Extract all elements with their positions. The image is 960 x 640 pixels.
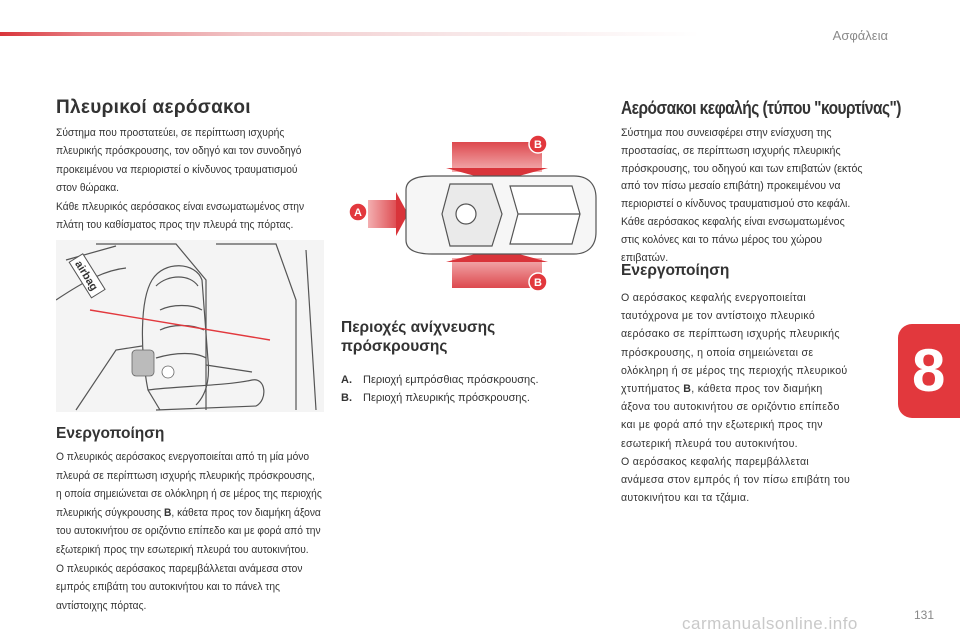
text-line: επιβατών. — [621, 251, 669, 264]
text-line: Σύστημα που συνεισφέρει στην ενίσχυση της — [621, 127, 832, 139]
text-line: πρόσκρουσης, του οδηγού και των επιβατών (εκτός — [621, 162, 863, 175]
text-line: πλευρά σε περίπτωση ισχυρής πλευρικής πρόσκρουσης, — [56, 469, 315, 482]
header-bar — [0, 30, 960, 38]
text-line: πλευρικής σύγκρουσης B, κάθετα προς τον διαμήκη άξονα — [56, 506, 321, 519]
activation-paragraph-right — [621, 289, 893, 507]
text-line: πλευρικής πρόσκρουσης, τον οδηγό και τον συνοδηγό — [56, 145, 302, 158]
svg-text:B: B — [534, 139, 542, 151]
side-airbags-paragraph — [56, 124, 326, 234]
curtain-airbags-paragraph — [621, 125, 893, 267]
impact-zone-text: Περιοχή πλευρικής πρόσκρουσης. — [363, 391, 530, 404]
text-line: αυτοκινήτου και τα τζάμια. — [621, 492, 750, 505]
text-line: αερόσακο σε περίπτωση ισχυρής πλευρικής — [621, 328, 840, 341]
impact-zone-item — [341, 372, 601, 390]
impact-zone-key: A. — [341, 374, 352, 386]
side-airbags-text — [56, 124, 326, 234]
marker-a — [349, 203, 367, 221]
text-line: Ο πλευρικός αερόσακος ενεργοποιείται από τη μία μόνο — [56, 451, 310, 463]
text-line: Ο πλευρικός αερόσακος παρεμβάλλεται ανάμεσα στον — [56, 562, 303, 575]
page-number: 131 — [914, 608, 935, 622]
text-line: στον θώρακα. — [56, 182, 120, 195]
text-line: ανάμεσα στον εμπρός ή τον πίσω επιβάτη του — [621, 474, 851, 487]
impact-zones-heading — [341, 318, 601, 356]
seat-airbag-illustration — [56, 240, 324, 412]
frontal-impact-arrow — [368, 192, 408, 236]
text-line: εξωτερική προς την εσωτερική πλευρά του αυτοκινήτου. — [56, 543, 309, 556]
text-line: από τον πίσω μεσαίο επιβάτη) προκειμένου να — [621, 180, 841, 193]
svg-text:B: B — [534, 277, 542, 289]
activation-text-left — [56, 448, 326, 615]
impact-zone-key: B. — [341, 391, 352, 404]
impact-zone-item — [341, 390, 601, 408]
impact-zones-list — [341, 372, 601, 407]
impact-zones-diagram — [342, 128, 612, 304]
text-line: χτυπήματος B, κάθετα προς τον διαμήκη — [621, 383, 823, 396]
activation-paragraph-left — [56, 448, 326, 615]
car-top-view — [406, 176, 596, 254]
text-line: πρόσκρουσης, η οποία σημειώνεται σε — [621, 346, 814, 359]
curtain-airbags-heading: Αερόσακοι κεφαλής (τύπου "κουρτίνας") — [621, 98, 901, 118]
impact-zone-text: Περιοχή εμπρόσθιας πρόσκρουσης. — [363, 374, 539, 386]
section-title: Ασφάλεια — [832, 28, 888, 43]
impact-zones-heading-line2: πρόσκρουσης — [341, 338, 448, 355]
text-line: στις κολόνες και το πάνω μέρος του χώρου — [621, 233, 823, 246]
watermark: carmanualsonline.info — [682, 614, 858, 633]
text-line: πλάτη του καθίσματος προς την πλευρά της πόρτας. — [56, 219, 294, 232]
activation-heading-left: Ενεργοποίηση — [56, 425, 165, 442]
text-line: προκειμένου να περιοριστεί ο κίνδυνος τραυματισμού — [56, 163, 298, 176]
curtain-airbags-text — [621, 125, 893, 267]
impact-zones-heading-line1: Περιοχές ανίχνευσης — [341, 319, 496, 336]
text-line: άξονα του αυτοκινήτου σε οριζόντιο επίπεδο — [621, 401, 840, 414]
text-line: και με φορά από την εξωτερική προς την — [621, 419, 823, 432]
activation-heading-right: Ενεργοποίηση — [621, 262, 730, 279]
text-line: Κάθε πλευρικός αερόσακος είναι ενσωματωμένος στην — [56, 200, 305, 213]
marker-b-bottom — [529, 273, 547, 291]
text-line: Κάθε αερόσακος κεφαλής είναι ενσωματωμένος — [621, 215, 845, 228]
chapter-number: 8 — [912, 337, 946, 404]
text-line: εμπρός επιβάτη του αυτοκινήτου και το πάνελ της — [56, 581, 280, 594]
text-line: προστασίας, σε περίπτωση ισχυρής πλευρικής — [621, 144, 841, 157]
text-line: του αυτοκινήτου σε οριζόντιο επίπεδο και με φορά από την — [56, 525, 321, 538]
text-line: ταυτόχρονα με τον αντίστοιχο πλευρικό — [621, 310, 816, 323]
text-line: Ο αερόσακος κεφαλής παρεμβάλλεται — [621, 455, 810, 468]
text-line: εσωτερική πλευρά του αυτοκινήτου. — [621, 437, 798, 450]
header-accent-stripe — [0, 32, 700, 36]
text-line: Σύστημα που προστατεύει, σε περίπτωση ισχυρής — [56, 127, 285, 139]
marker-b-top — [529, 135, 547, 153]
text-line: ολόκληρη ή σε μέρος της περιοχής πλευρικού — [621, 364, 848, 377]
side-airbags-heading: Πλευρικοί αερόσακοι — [56, 97, 251, 118]
text-line: Ο αερόσακος κεφαλής ενεργοποιείται — [621, 292, 806, 304]
svg-text:A: A — [354, 207, 362, 219]
text-line: περιοριστεί ο κίνδυνος τραυματισμού στο κεφάλι. — [621, 198, 851, 211]
text-line: αντίστοιχης πόρτας. — [56, 599, 147, 612]
chapter-tab[interactable] — [898, 324, 960, 418]
airbag-label: airbag — [72, 258, 100, 294]
text-line: η οποία σημειώνεται σε ολόκληρη ή σε μέρος της περιοχής — [56, 488, 322, 501]
impact-zones-section — [341, 318, 601, 407]
activation-text-right — [621, 289, 893, 507]
